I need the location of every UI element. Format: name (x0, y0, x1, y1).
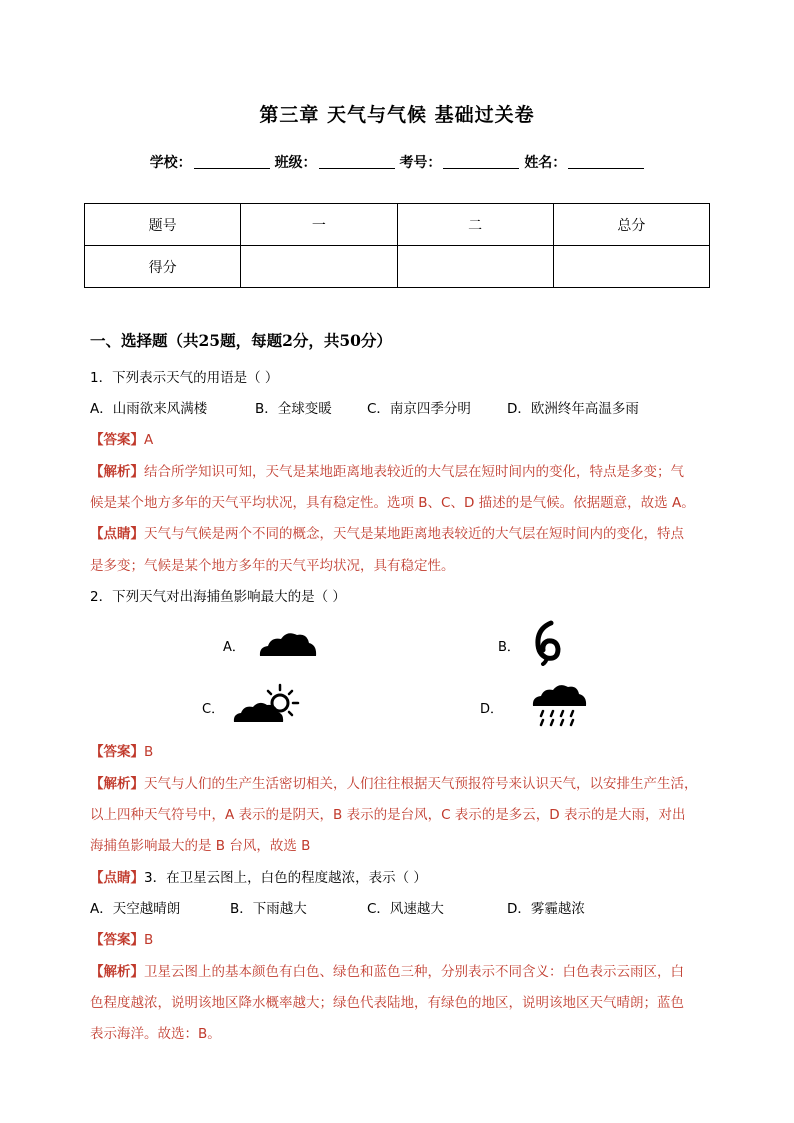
section-heading: 一、选择题（共25题，每题2分，共50分） (90, 331, 392, 350)
question-3-analysis-line-2: 色程度越浓，说明该地区降水概率越大；绿色代表陆地，有绿色的地区，说明该地区天气晴朗；蓝色 (90, 995, 684, 1011)
school-label: 学校： (149, 155, 192, 171)
question-1-options (90, 399, 639, 419)
student-info-line (0, 152, 794, 172)
score-table-cell: 总分 (553, 204, 709, 246)
tip-tag: 【点睛】 (90, 526, 144, 542)
score-table (84, 203, 710, 288)
tip-tag: 【点睛】 (90, 870, 144, 886)
partly-cloudy-icon (232, 682, 304, 726)
option-b: B．下雨越大 (230, 901, 307, 917)
option-c: C．风速越大 (367, 901, 444, 917)
option-a: A．山雨欲来风满楼 (90, 401, 208, 417)
score-table-cell: 一 (241, 204, 397, 246)
analysis-tag: 【解析】 (90, 776, 144, 792)
score-table-cell[interactable] (397, 246, 553, 288)
score-table-header-row (85, 204, 710, 246)
cloudy-icon (257, 628, 319, 660)
answer-tag: 【答案】 (90, 744, 144, 760)
school-blank[interactable] (194, 154, 270, 169)
name-label: 姓名： (524, 155, 567, 171)
heavy-rain-icon (531, 682, 589, 728)
question-3-stem-line (90, 868, 427, 888)
option-a-label: A． (223, 640, 245, 655)
analysis-tag: 【解析】 (90, 964, 144, 980)
question-3-options (90, 899, 585, 919)
score-table-cell[interactable] (553, 246, 709, 288)
tip-text: 天气与气候是两个不同的概念，天气是某地距离地表较近的大气层在短时间内的变化，特点 (144, 526, 684, 542)
question-1-tip-line-1 (90, 524, 684, 544)
option-c-label: C． (202, 702, 225, 717)
question-3-stem: 3．在卫星云图上，白色的程度越浓，表示（ ） (144, 870, 427, 886)
question-2-analysis-line-1 (90, 774, 698, 794)
question-1-tip-line-2: 是多变；气候是某个地方多年的天气平均状况，具有稳定性。 (90, 558, 455, 574)
question-2-stem: 2．下列天气对出海捕鱼影响最大的是（ ） (90, 589, 346, 605)
answer-value: B (144, 744, 154, 760)
option-c: C．南京四季分明 (367, 401, 471, 417)
question-3-analysis-line-1 (90, 962, 684, 982)
question-1-analysis-line-1 (90, 462, 684, 482)
number-label: 考号： (399, 155, 442, 171)
answer-value: B (144, 932, 154, 948)
option-d: D．雾霾越浓 (507, 901, 585, 917)
number-blank[interactable] (443, 154, 519, 169)
score-table-row (85, 246, 710, 288)
option-b-label: B． (498, 640, 520, 655)
name-blank[interactable] (568, 154, 644, 169)
question-3-answer (90, 930, 153, 950)
analysis-text: 结合所学知识可知，天气是某地距离地表较近的大气层在短时间内的变化，特点是多变；气 (144, 464, 684, 480)
typhoon-icon (531, 620, 565, 666)
option-d-label: D． (480, 702, 504, 717)
answer-tag: 【答案】 (90, 932, 144, 948)
score-table-cell[interactable] (241, 246, 397, 288)
score-table-cell: 二 (397, 204, 553, 246)
analysis-text: 天气与人们的生产生活密切相关，人们往往根据天气预报符号来认识天气，以安排生产生活， (144, 776, 698, 792)
option-a: A．天空越晴朗 (90, 901, 181, 917)
analysis-tag: 【解析】 (90, 464, 144, 480)
answer-value: A (144, 432, 154, 448)
page-title: 第三章 天气与气候 基础过关卷 (259, 104, 535, 126)
option-d: D．欧洲终年高温多雨 (507, 401, 639, 417)
analysis-text: 卫星云图上的基本颜色有白色、绿色和蓝色三种，分别表示不同含义：白色表示云雨区，白 (144, 964, 684, 980)
question-2-analysis-line-2: 以上四种天气符号中，A 表示的是阴天，B 表示的是台风，C 表示的是多云，D 表示的是大雨，对出 (90, 807, 686, 823)
class-blank[interactable] (319, 154, 395, 169)
question-1-stem: 1．下列表示天气的用语是（ ） (90, 370, 279, 386)
question-2-answer (90, 742, 153, 762)
score-table-cell: 得分 (85, 246, 241, 288)
question-3-analysis-line-3: 表示海洋。故选：B。 (90, 1026, 221, 1042)
question-2-analysis-line-3: 海捕鱼影响最大的是 B 台风，故选 B (90, 838, 311, 854)
class-label: 班级： (274, 155, 317, 171)
question-1-analysis-line-2: 候是某个地方多年的天气平均状况，具有稳定性。选项 B、C、D 描述的是气候。依据题意，故选 A。 (90, 495, 695, 511)
answer-tag: 【答案】 (90, 432, 144, 448)
option-b: B．全球变暖 (255, 401, 332, 417)
question-1-answer (90, 430, 153, 450)
score-table-cell: 题号 (85, 204, 241, 246)
